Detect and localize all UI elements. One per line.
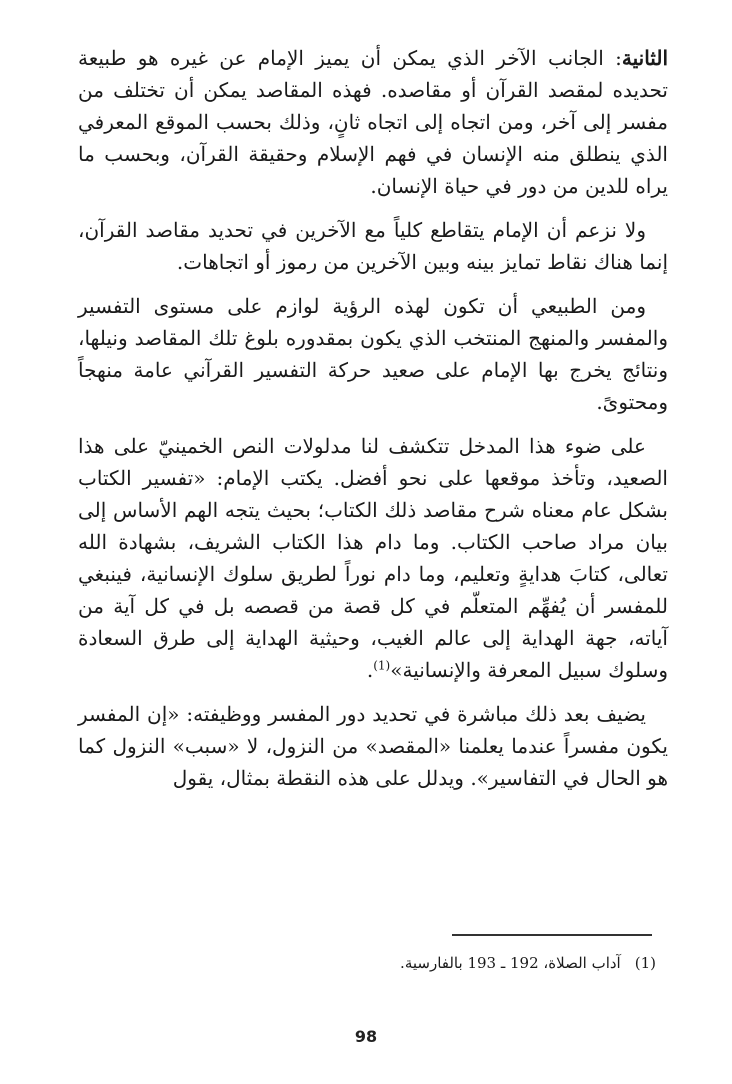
page-number: 98 [354,1027,378,1046]
footnote-reference[interactable]: (1) [373,658,391,673]
paragraph-2: ولا نزعم أن الإمام يتقاطع كلياً مع الآخرين في تحديد مقاصد القرآن، إنما هناك نقاط تمايز بينه وبين الآخرين من رموز أو اتجاهات. [78,218,668,274]
paragraph-1 [78,42,668,202]
paragraph-5: يضيف بعد ذلك مباشرة في تحديد دور المفسر ووظيفته: «إن المفسر يكون مفسراً عندما يعلمنا «المقصد» من النزول، لا «سبب» النزول كما هو الحال في التفاسير». ويدلل على هذه النقطة بمثال، يقول [78,702,668,790]
footnote-number: (1) [634,954,656,972]
paragraph-1-text: : الجانب الآخر الذي يمكن أن يميز الإمام عن غيره هو طبيعة تحديده لمقصد القرآن أو مقاصده. فهذه المقاصد يمكن أن تختلف من مفسر إلى آخر، ومن اتجاه إلى اتجاه ثانٍ، وذلك بحسب الموقع المعرفي الذي ينطلق منه الإنسان في فهم الإسلام وحقيقة القرآن، وبحسب ما يراه للدين من دور في حياة الإنسان. [78,46,668,198]
footnote-text: آداب الصلاة، 192 ـ 193 بالفارسية. [400,954,621,972]
paragraph-4-end: . [366,658,374,682]
footnote [66,952,656,974]
paragraph-4-text: على ضوء هذا المدخل تتكشف لنا مدلولات النص الخمينيّ على هذا الصعيد، وتأخذ موقعها على نحو أفضل. يكتب الإمام: «تفسير الكتاب بشكل عام معناه شرح مقاصد ذلك الكتاب؛ بحيث يتجه الهم الأساس إلى بيان مراد صاحب الكتاب. وما دام هذا الكتاب الشريف، بشهادة الله تعالى، كتابَ هدايةٍ وتعليم، وما دام نوراً لطريق سلوك الإنسانية، فينبغي للمفسر أن يُفهِّم المتعلّم في كل قصة من قصصه بل في كل آية من آياته، جهة الهداية إلى عالم الغيب، وحيثية الهداية إلى طرق السعادة وسلوك سبيل المعرفة والإنسانية» [78,434,668,682]
paragraph-lead-word: الثانية [621,46,668,70]
paragraph-3: ومن الطبيعي أن تكون لهذه الرؤية لوازم على مستوى التفسير والمفسر والمنهج المنتخب الذي يكون بمقدوره بلوغ تلك المقاصد ونيلها، ونتائج يخرج بها الإمام على صعيد حركة التفسير القرآني عامة منهجاً ومحتوىً. [78,294,668,414]
paragraph-4 [78,430,668,686]
footnote-divider [452,934,652,936]
main-text-body [78,42,668,806]
